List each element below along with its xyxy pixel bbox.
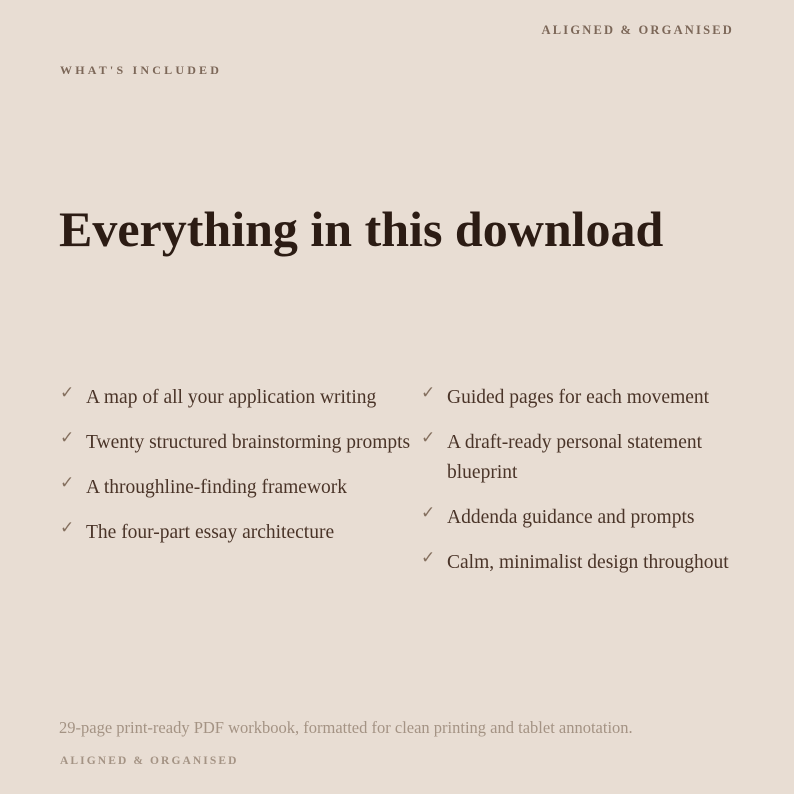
- list-item: [60, 383, 421, 413]
- list-item: [60, 428, 421, 458]
- checkmark-icon: ✓: [60, 518, 75, 538]
- section-eyebrow: WHAT'S INCLUDED: [60, 63, 223, 77]
- included-items: [60, 383, 740, 593]
- list-item-text: A map of all your application writing: [86, 387, 377, 408]
- list-item: [60, 473, 421, 503]
- list-item-text: Twenty structured brainstorming prompts: [86, 432, 411, 453]
- list-item-text: Addenda guidance and prompts: [447, 507, 695, 528]
- list-item-text: Calm, minimalist design throughout: [447, 552, 729, 573]
- brand-label-bottom: ALIGNED & ORGANISED: [60, 755, 239, 767]
- checkmark-icon: ✓: [421, 428, 436, 448]
- checkmark-icon: ✓: [421, 383, 436, 403]
- product-note: 29-page print-ready PDF workbook, formatted for clean printing and tablet annotation.: [59, 718, 633, 737]
- brand-label-top: ALIGNED & ORGANISED: [541, 23, 734, 37]
- included-list-right: [421, 383, 740, 593]
- list-item: [421, 503, 740, 533]
- included-list-left: [60, 383, 421, 593]
- list-item-text: Guided pages for each movement: [447, 387, 710, 408]
- checkmark-icon: ✓: [421, 548, 436, 568]
- list-item-text: A draft-ready personal statement blueprint: [447, 432, 703, 483]
- list-item: [421, 548, 740, 578]
- checkmark-icon: ✓: [60, 383, 75, 403]
- page-title: Everything in this download: [59, 201, 664, 257]
- checkmark-icon: ✓: [60, 473, 75, 493]
- checkmark-icon: ✓: [421, 503, 436, 523]
- list-item: [421, 428, 740, 488]
- checkmark-icon: ✓: [60, 428, 75, 448]
- list-item: [421, 383, 740, 413]
- list-item: [60, 518, 421, 548]
- list-item-text: A throughline-finding framework: [86, 477, 348, 498]
- list-item-text: The four-part essay architecture: [86, 522, 335, 543]
